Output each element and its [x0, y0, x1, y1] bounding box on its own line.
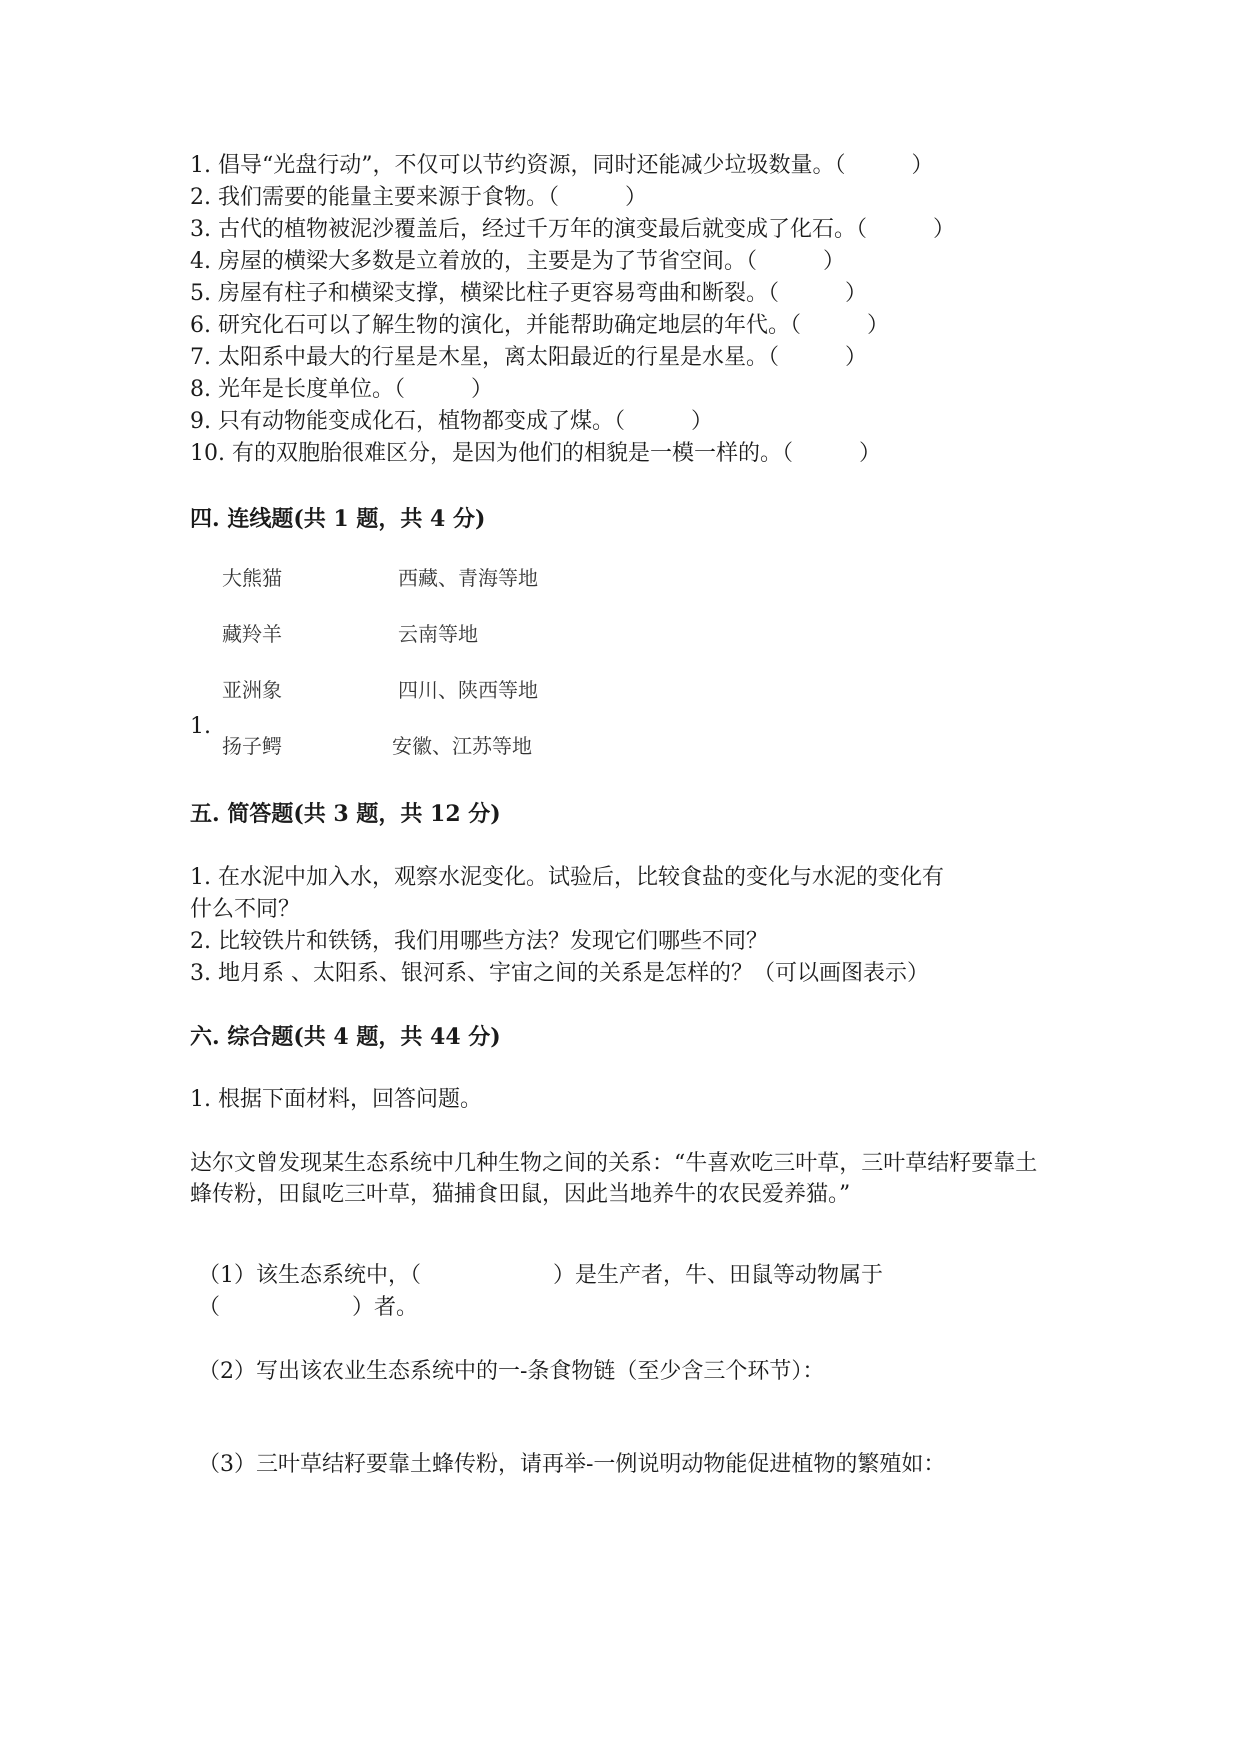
judgement-item-2: 2. 我们需要的能量主要来源于食物。（ ） [190, 185, 647, 210]
judgement-item-10: 10. 有的双胞胎很难区分，是因为他们的相貌是一模一样的。（ ） [190, 441, 881, 466]
judgement-item-6: 6. 研究化石可以了解生物的演化，并能帮助确定地层的年代。（ ） [190, 313, 889, 338]
match-right-4: 安徽、江苏等地 [392, 734, 532, 758]
match-left-2: 藏羚羊 [222, 622, 282, 646]
short-answer-2: 2. 比较铁片和铁锈，我们用哪些方法？发现它们哪些不同？ [190, 929, 768, 954]
judgement-item-9: 9. 只有动物能变成化石，植物都变成了煤。（ ） [190, 409, 713, 434]
section-heading-matching: 四. 连线题(共 1 题，共 4 分) [190, 506, 486, 532]
sub-question-1-line1: （1）该生态系统中，（ ）是生产者，牛、田鼠等动物属于 [198, 1263, 883, 1288]
match-left-3: 亚洲象 [222, 678, 282, 702]
judgement-item-7: 7. 太阳系中最大的行星是木星，离太阳最近的行星是水星。（ ） [190, 345, 867, 370]
matching-question-number: 1. [190, 714, 211, 739]
section-heading-comprehensive: 六. 综合题(共 4 题，共 44 分) [190, 1024, 501, 1050]
judgement-item-5: 5. 房屋有柱子和横梁支撑，横梁比柱子更容易弯曲和断裂。（ ） [190, 281, 867, 306]
match-right-2: 云南等地 [398, 622, 478, 646]
short-answer-1-line1: 1. 在水泥中加入水，观察水泥变化。试验后，比较食盐的变化与水泥的变化有 [190, 865, 944, 890]
sub-question-2: （2）写出该农业生态系统中的一-条食物链（至少含三个环节）： [198, 1359, 825, 1384]
judgement-item-4: 4. 房屋的横梁大多数是立着放的，主要是为了节省空间。（ ） [190, 249, 845, 274]
judgement-item-3: 3. 古代的植物被泥沙覆盖后，经过千万年的演变最后就变成了化石。（ ） [190, 217, 955, 242]
judgement-item-1: 1. 倡导“光盘行动”，不仅可以节约资源，同时还能减少垃圾数量。（ ） [190, 153, 934, 178]
short-answer-1-line2: 什么不同？ [190, 897, 301, 922]
short-answer-3: 3. 地月系 、太阳系、银河系、宇宙之间的关系是怎样的？（可以画图表示） [190, 961, 929, 986]
match-left-1: 大熊猫 [222, 566, 282, 590]
judgement-item-8: 8. 光年是长度单位。（ ） [190, 377, 493, 402]
match-right-3: 四川、陕西等地 [398, 678, 538, 702]
match-left-4: 扬子鳄 [222, 734, 282, 758]
sub-question-3: （3）三叶草结籽要靠土蜂传粉，请再举-一例说明动物能促进植物的繁殖如： [198, 1452, 946, 1477]
sub-question-1-line2: （ ）者。 [198, 1295, 419, 1320]
section-heading-short-answer: 五. 简答题(共 3 题，共 12 分) [190, 801, 501, 827]
match-right-1: 西藏、青海等地 [398, 566, 538, 590]
comprehensive-question-1: 1. 根据下面材料，回答问题。 [190, 1087, 482, 1112]
material-paragraph: 达尔文曾发现某生态系统中几种生物之间的关系：“牛喜欢吃三叶草，三叶草结籽要靠土蜂传粉，田鼠吃三叶草，猫捕食田鼠，因此当地养牛的农民爱养猫。” [190, 1151, 1038, 1207]
